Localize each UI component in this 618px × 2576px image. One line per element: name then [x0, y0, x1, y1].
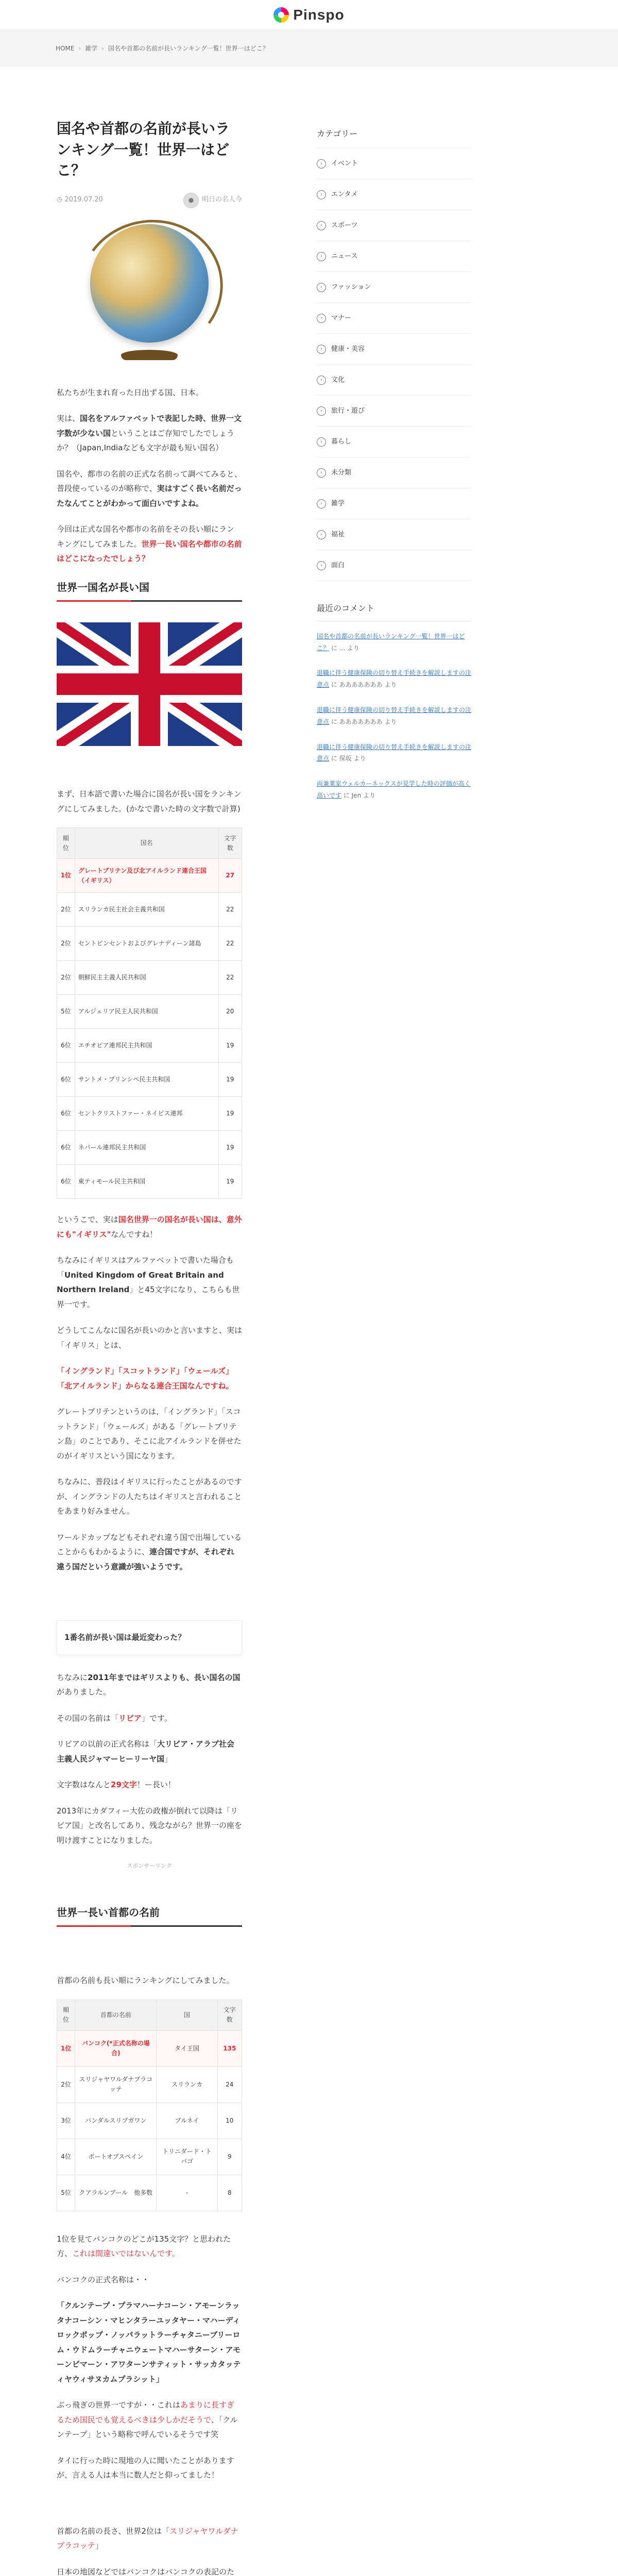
paragraph — [57, 1670, 242, 1700]
breadcrumb-current: 国名や首都の名前が長いランキング一覧！世界一はどこ？ — [108, 44, 269, 52]
category-item[interactable] — [317, 179, 471, 210]
comment-link[interactable]: 退職に伴う健康保険の切り替え手続きを解説しますの注意点 — [317, 743, 472, 762]
text: 首都の名前の長さ、世界2位は「 — [57, 2526, 169, 2536]
site-name: Pinspo — [293, 6, 345, 23]
paragraph — [57, 1737, 242, 1766]
union-jack-flag-image — [57, 622, 242, 746]
category-label: ニュース — [331, 252, 358, 260]
comment-text: に Jen より — [341, 791, 375, 799]
text: 」 — [164, 1754, 173, 1764]
table-row: 5位 アルジェリア民主人民共和国 20 — [57, 995, 242, 1029]
text: がありました。 — [57, 1687, 111, 1697]
comment-item — [317, 778, 471, 802]
category-item[interactable] — [317, 427, 471, 457]
paragraph — [57, 2524, 242, 2553]
emphasis-text: 国名をアルファベットで表記した時、世界一文字数が少ない国 — [57, 414, 242, 438]
emphasis-text: 2011年まではギリスよりも、長い国名の国 — [88, 1672, 241, 1682]
highlight-text: リビア — [118, 1713, 142, 1723]
categories-title: カテゴリー — [317, 129, 358, 139]
highlight-paragraph: 「イングランド」「スコットランド」「ウェールズ」「北アイルランド」からなる連合王国なんですね。 — [57, 1366, 234, 1391]
category-label: 健康・美容 — [331, 345, 365, 353]
author[interactable] — [183, 193, 242, 208]
paragraph: グレートブリテンというのは、「イングランド」「スコットランド」「ウェールズ」がある「グレートブリテン島」のことであり、そこに北アイルランドを併せたのがイギリスという国になります。 — [57, 1407, 242, 1461]
comment-link[interactable]: 国名や首都の名前が長いランキング一覧！世界一はどこ？ — [317, 632, 465, 652]
comments-title: 最近のコメント — [317, 601, 471, 621]
callout-box — [57, 1620, 242, 1655]
comment-text: に あああああああ より — [329, 718, 397, 725]
chevron-right-icon: › — [317, 406, 326, 416]
category-item[interactable] — [317, 272, 471, 303]
chevron-right-icon: › — [317, 314, 326, 323]
paragraph — [57, 2232, 242, 2261]
highlight-text: 29文字 — [111, 1780, 137, 1790]
category-item[interactable] — [317, 148, 471, 179]
breadcrumb-category[interactable]: 雑学 — [85, 44, 98, 52]
table-row: 1位 グレートブリテン及び北アイルランド連合王国（イギリス） 27 — [57, 859, 242, 893]
text: 」です。 — [142, 1713, 172, 1723]
emphasis-paragraph: 「クルンテープ・プラマハーナコーン・アモーンラッタナコーシン・マヒンタラーユッタヤー・マハーディロックポップ・ノッパラットラーチャタニーブリーロム・ウドムラーチャニウェートマハーサターン・アモーンピマーン・アワターンサティット・サッカタッティヤウィサヌカムプラシット」 — [57, 2301, 241, 2384]
comment-link[interactable]: 両兼業家ウェルカーネックスが見学した時の評価が高く高いです — [317, 780, 471, 799]
avatar: ● — [183, 193, 199, 208]
article-meta — [57, 193, 242, 208]
emphasis-text: 大リビア・アラブ社会主義人民ジャマーヒーリーヤ国 — [57, 1739, 235, 1764]
chevron-right-icon: › — [78, 44, 81, 52]
breadcrumb-home[interactable]: HOME — [56, 44, 75, 52]
table-row: 6位 ネパール連邦民主共和国 19 — [57, 1131, 242, 1165]
text: ワールドカップなどもそれぞれ違う国で出場していることからもわかるように、 — [57, 1532, 242, 1557]
col-capital: 首都の名前 — [75, 1999, 157, 2030]
paragraph — [57, 1777, 242, 1792]
chevron-right-icon: › — [317, 499, 326, 509]
table-row: 4位 ポートオブスペイン トリニダード・トバゴ 9 — [57, 2139, 242, 2175]
globe-illustration — [90, 224, 209, 343]
category-label: 雑学 — [331, 499, 345, 507]
paragraph — [57, 411, 242, 455]
site-logo[interactable] — [273, 1, 344, 28]
heading-text: 世界一長い首都の名前 — [57, 1906, 160, 1919]
category-item[interactable] — [317, 210, 471, 241]
category-item[interactable] — [317, 457, 471, 488]
paragraph — [57, 2398, 242, 2442]
comment-text: に 保坂 より — [329, 755, 366, 762]
text: 今回は正式な国名や都市の名前をその長い順にランキングにしてみました。 — [57, 524, 235, 549]
article — [57, 67, 242, 2576]
site-header — [0, 0, 618, 30]
category-item[interactable] — [317, 396, 471, 427]
highlight-text: あまりに長すぎるため国民でも覚えるべきは少しかだそうで — [57, 2400, 235, 2425]
paragraph: タイに行った時に現地の人に聞いたことがありますが、言える人は本当に数人だと仰ってました！ — [57, 2455, 234, 2480]
comment-item — [317, 704, 471, 728]
col-chars: 文字数 — [218, 828, 242, 859]
text: 」 — [95, 2541, 103, 2551]
col-rank: 順位 — [57, 1999, 75, 2030]
chevron-right-icon: › — [317, 283, 326, 292]
highlight-text: 国名世界一の国名が長い国は、意外にも"イギリス" — [57, 1215, 242, 1239]
highlight-text: スリジャヤワルダナプラコッテ — [57, 2526, 238, 2551]
category-item[interactable] — [317, 550, 471, 581]
paragraph: 首都の名前も長い順にランキングにしてみました。 — [57, 1976, 234, 1986]
category-list — [317, 148, 471, 581]
clock-icon: ◷ — [57, 196, 65, 204]
paragraph: 私たちが生まれ育った日出ずる国、日本。 — [57, 387, 204, 397]
paragraph — [57, 1212, 242, 1242]
category-label: 暮らし — [331, 437, 352, 446]
callout-title: 1番名前が長い国は最近変わった？ — [64, 1633, 186, 1642]
paragraph: 日本の地図などではバンコクはバンコクの表記のた — [57, 2567, 235, 2576]
category-label: スポーツ — [331, 221, 358, 229]
section-heading-capital — [57, 1903, 242, 1927]
sidebar — [317, 67, 471, 2576]
comment-link[interactable]: 退職に伴う健康保険の切り替え手続きを解説しますの注意点 — [317, 706, 472, 725]
paragraph: ちなみに、普段はイギリスに行ったことがあるのですが、イングランドの人たちはイギリスと言われることをあまり好みません。 — [57, 1477, 242, 1516]
paragraph: どうしてこんなに国名が長いのかと言いますと、実は「イギリス」とは、 — [57, 1326, 243, 1350]
page-title: 国名や首都の名前が長いランキング一覧！世界一はどこ？ — [57, 120, 230, 179]
chevron-right-icon: › — [317, 221, 326, 230]
category-label: エンタメ — [331, 190, 358, 198]
category-item[interactable] — [317, 241, 471, 272]
category-label: 福祉 — [331, 530, 345, 538]
country-ranking-table — [57, 827, 242, 1199]
highlight-text: これは間違いではないんです。 — [72, 2249, 180, 2259]
chevron-right-icon: › — [317, 159, 326, 168]
col-country: 国 — [157, 1999, 217, 2030]
text: 」と45文字になり、こちらも世界一です。 — [57, 1285, 240, 1309]
paragraph — [57, 467, 242, 511]
comment-item — [317, 741, 471, 765]
table-row: 2位 朝鮮民主主義人民共和国 22 — [57, 961, 242, 995]
chevron-right-icon: › — [317, 252, 326, 261]
text: ということはご存知でしたでしょうか？（Japan,Indiaなども文字が最も短い国名） — [57, 428, 235, 453]
text: ちなみに — [57, 1672, 88, 1682]
text: その国の名前は「 — [57, 1713, 119, 1723]
text: ！ー長い！ — [136, 1780, 176, 1790]
chevron-right-icon: › — [317, 437, 326, 447]
paragraph — [57, 1711, 242, 1726]
comment-item — [317, 631, 471, 654]
eyecatch-image — [57, 222, 242, 345]
paragraph: 2013年にカダフィー大佐の政権が倒れて以降は「リビア国」と改名してあり、残念ながら？世界一の座を明け渡すことになりました。 — [57, 1806, 243, 1845]
author-name: 明日の名人今 — [201, 196, 242, 204]
chevron-right-icon: › — [317, 190, 326, 199]
text: 1位を見てバンコクのどこが135文字？と思われた方、 — [57, 2234, 231, 2259]
category-item[interactable] — [317, 519, 471, 550]
text: 実は、 — [57, 414, 80, 423]
paragraph: まず、日本語で書いた場合に国名が長い国をランキングにしてみました。(かなで書いた時の文字数で計算) — [57, 789, 242, 814]
comment-item — [317, 667, 471, 691]
paragraph — [57, 1253, 242, 1312]
section-heading-country — [57, 578, 242, 602]
category-label: マナー — [331, 314, 352, 322]
text: ぶっ飛ぎの世界一ですが・・これは — [57, 2400, 181, 2410]
table-row: 3位 バンダルスリブガワン ブルネイ 10 — [57, 2103, 242, 2139]
text: というこで、実は — [57, 1215, 118, 1225]
post-date — [57, 194, 103, 207]
col-rank: 順位 — [57, 828, 75, 859]
category-item[interactable] — [317, 334, 471, 365]
category-label: 文化 — [331, 376, 345, 384]
comment-text: に ... より — [329, 644, 359, 652]
col-chars: 文字数 — [217, 1999, 242, 2030]
text: 、「クルンテープ」という略称で呼んでいるそうです笑 — [57, 2415, 238, 2439]
table-row: 2位 スリジャヤワルダナプラコッテ スリランカ 24 — [57, 2066, 242, 2103]
table-row: 1位 バンコク(*正式名称の場合) タイ王国 135 — [57, 2030, 242, 2066]
text: なんですね！ — [111, 1229, 158, 1239]
paragraph — [57, 1530, 242, 1574]
category-label: 未分類 — [331, 468, 352, 477]
chevron-right-icon: › — [317, 468, 326, 478]
text: 国名や、都市の名前の正式な名前って調べてみると、普段使っているのが略称で、 — [57, 469, 242, 494]
text: リビアの以前の正式名称は「 — [57, 1739, 158, 1749]
capital-ranking-table — [57, 1999, 242, 2211]
table-row: 6位 サントメ・プリンシペ民主共和国 19 — [57, 1063, 242, 1097]
table-row: 2位 セントビンセントおよびグレナディーン諸島 22 — [57, 927, 242, 961]
text: ちなみにイギリスはアルファベットで書いた場合も「 — [57, 1256, 234, 1280]
chevron-right-icon: › — [317, 345, 326, 354]
heading-text: 世界一国名が長い国 — [57, 581, 149, 594]
emphasis-text: 実はすごく長い名前だったなんてことがわかって面白いですよね。 — [57, 484, 242, 508]
table-row: 2位 スリランカ民主社会主義共和国 22 — [57, 893, 242, 927]
table-row: 6位 エチオピア連邦民主共和国 19 — [57, 1029, 242, 1063]
post-date-text: 2019.07.20 — [64, 196, 103, 204]
chevron-right-icon: › — [317, 561, 326, 570]
category-label: 旅行・遊び — [331, 406, 365, 415]
category-item[interactable] — [317, 488, 471, 519]
paragraph — [57, 522, 242, 566]
table-row: 6位 東ティモール民主共和国 19 — [57, 1165, 242, 1199]
category-item[interactable] — [317, 365, 471, 396]
category-item[interactable] — [317, 303, 471, 334]
text: 文字数はなんと — [57, 1780, 111, 1790]
chevron-right-icon: › — [317, 530, 326, 539]
table-row: 6位 セントクリストファー・ネイビス連邦 19 — [57, 1097, 242, 1131]
category-label: 面白 — [331, 561, 345, 569]
paragraph: バンコクの正式名称は・・ — [57, 2275, 150, 2284]
comment-link[interactable]: 退職に伴う健康保険の切り替え手続きを解説しますの注意点 — [317, 669, 472, 689]
category-label: イベント — [331, 159, 358, 167]
chevron-right-icon: › — [317, 376, 326, 385]
comment-text: に あああああああ より — [329, 681, 397, 689]
sponsor-label: スポンサーリンク — [127, 1862, 172, 1870]
highlight-text: 世界一長い国名や都市の名前はどこになったでしょう？ — [57, 539, 242, 564]
chevron-right-icon: › — [101, 44, 105, 52]
col-country: 国名 — [75, 828, 218, 859]
breadcrumb — [0, 30, 618, 67]
logo-mark-icon — [273, 7, 289, 23]
emphasis-text: United Kingdom of Great Britain and Northern Ireland — [57, 1270, 224, 1295]
table-row: 5位 クアラルンプール 他多数 - 8 — [57, 2175, 242, 2211]
category-label: ファッション — [331, 283, 371, 291]
emphasis-text: 連合国ですが、それぞれ違う国だという意識が強いようです。 — [57, 1547, 235, 1571]
